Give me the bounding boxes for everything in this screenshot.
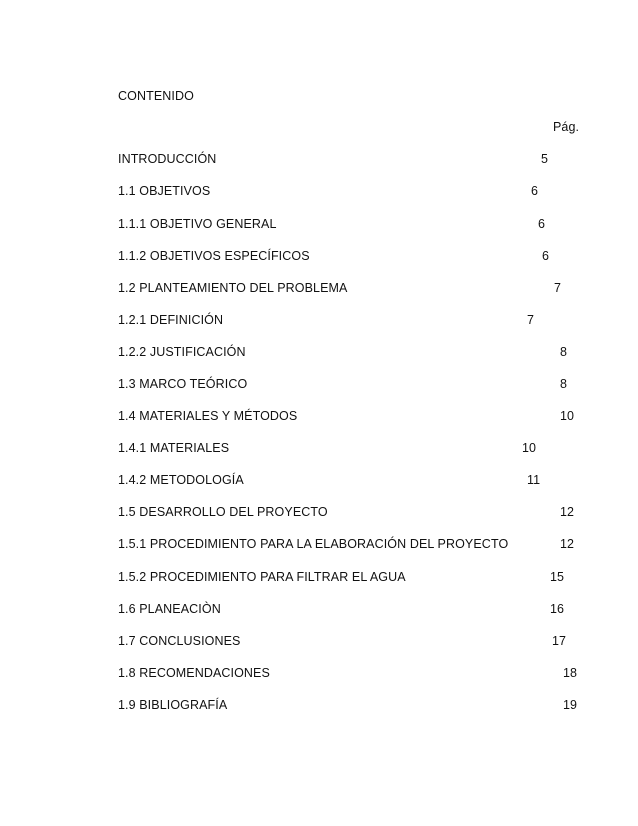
toc-entry-label: 1.1.2 OBJETIVOS ESPECÍFICOS [118, 249, 310, 263]
page-column-header: Pág. [553, 120, 580, 134]
document-title: CONTENIDO [118, 89, 194, 103]
toc-entry-page: 8 [560, 345, 568, 359]
toc-entry-label: 1.2.2 JUSTIFICACIÓN [118, 345, 246, 359]
toc-entry-label: 1.1.1 OBJETIVO GENERAL [118, 217, 277, 231]
toc-entry-label: INTRODUCCIÓN [118, 152, 217, 166]
toc-entry-label: 1.5.1 PROCEDIMIENTO PARA LA ELABORACIÓN DEL PROYECTO [118, 537, 509, 551]
toc-entry-page: 17 [552, 634, 567, 648]
toc-entry-page: 6 [538, 217, 546, 231]
toc-entry-label: 1.2.1 DEFINICIÓN [118, 313, 224, 327]
toc-entry-label: 1.5 DESARROLLO DEL PROYECTO [118, 505, 328, 519]
toc-entry-label: 1.4.1 MATERIALES [118, 441, 230, 455]
toc-entry-page: 7 [554, 281, 562, 295]
toc-entry-page: 8 [560, 377, 568, 391]
toc-entry-page: 16 [550, 602, 565, 616]
toc-entry-page: 15 [550, 570, 565, 584]
toc-entry-label: 1.7 CONCLUSIONES [118, 634, 241, 648]
toc-entry-page: 10 [560, 409, 575, 423]
toc-entry-page: 6 [542, 249, 550, 263]
toc-entry-page: 12 [560, 537, 575, 551]
toc-entry-label: 1.4 MATERIALES Y MÉTODOS [118, 409, 298, 423]
toc-entry-label: 1.5.2 PROCEDIMIENTO PARA FILTRAR EL AGUA [118, 570, 406, 584]
toc-entry-page: 12 [560, 505, 575, 519]
toc-entry-label: 1.4.2 METODOLOGÍA [118, 473, 244, 487]
toc-entry-label: 1.2 PLANTEAMIENTO DEL PROBLEMA [118, 281, 348, 295]
toc-entry-page: 6 [531, 184, 539, 198]
toc-entry-page: 18 [563, 666, 578, 680]
toc-entry-page: 7 [527, 313, 535, 327]
toc-entry-label: 1.1 OBJETIVOS [118, 184, 211, 198]
toc-entry-label: 1.3 MARCO TEÓRICO [118, 377, 248, 391]
toc-entry-label: 1.9 BIBLIOGRAFÍA [118, 698, 228, 712]
toc-entry-label: 1.6 PLANEACIÒN [118, 602, 221, 616]
toc-entry-label: 1.8 RECOMENDACIONES [118, 666, 270, 680]
toc-entry-page: 11 [527, 473, 541, 487]
toc-entry-page: 19 [563, 698, 578, 712]
toc-entry-page: 5 [541, 152, 549, 166]
toc-entry-page: 10 [522, 441, 537, 455]
